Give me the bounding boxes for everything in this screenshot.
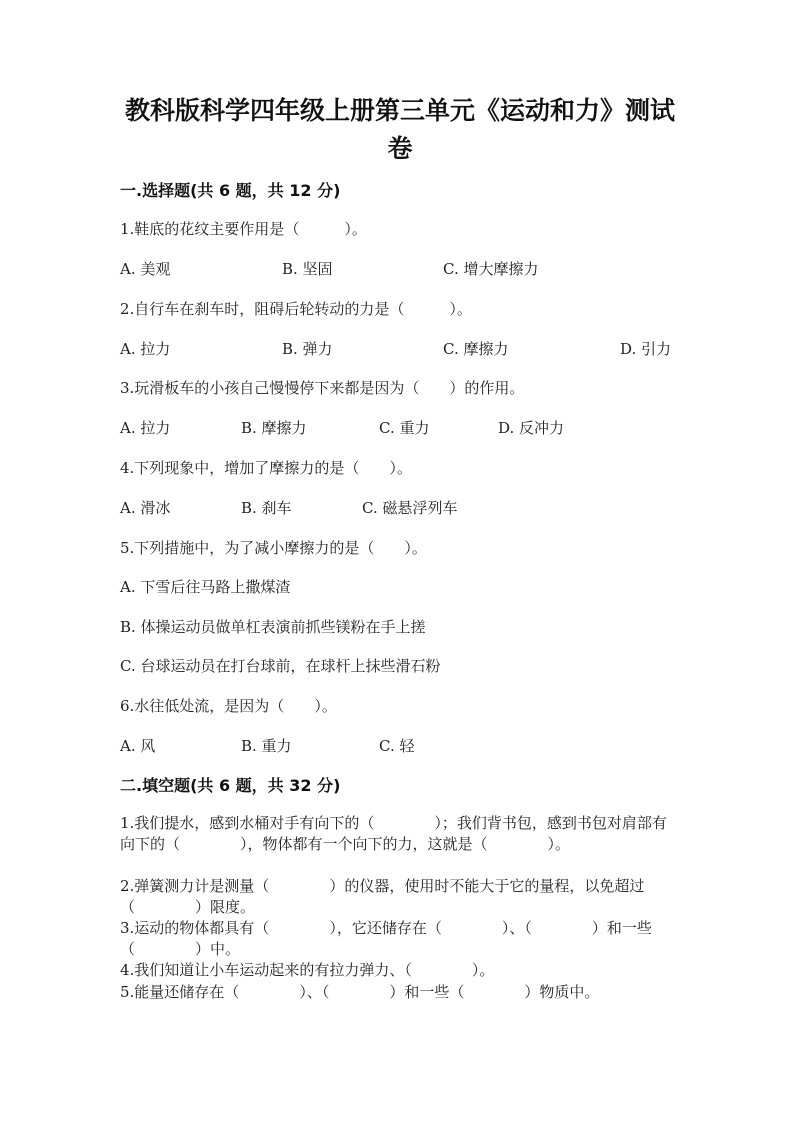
q4-option-b: B. 刹车 — [241, 499, 292, 517]
fill-question-1: 1.我们提水，感到水桶对手有向下的（ ）；我们背书包，感到书包对肩部有向下的（ ），物体都有一个向下的力，这就是（ ）。 — [120, 814, 667, 853]
q3-option-d: D. 反冲力 — [498, 419, 565, 437]
section-fill-heading: 二.填空题(共 6 题，共 32 分) — [120, 776, 341, 795]
q1-option-a: A. 美观 — [120, 260, 171, 278]
q3-option-a: A. 拉力 — [120, 419, 171, 437]
fill-question-4: 4.我们知道让小车运动起来的有拉力弹力、（ ）。 — [120, 961, 495, 979]
section-choice-heading: 一.选择题(共 6 题，共 12 分) — [120, 181, 341, 200]
q6-option-c: C. 轻 — [379, 737, 415, 755]
q5-option-a: A. 下雪后往马路上撒煤渣 — [120, 578, 291, 596]
q5-option-c: C. 台球运动员在打台球前，在球杆上抹些滑石粉 — [120, 657, 441, 675]
title-line-1: 教科版科学四年级上册第三单元《运动和力》测试 — [124, 96, 675, 125]
q5-option-b: B. 体操运动员做单杠表演前抓些镁粉在手上搓 — [120, 618, 426, 636]
question-1: 1.鞋底的花纹主要作用是（ ）。 — [120, 220, 367, 238]
q2-option-b: B. 弹力 — [282, 340, 333, 358]
q3-option-c: C. 重力 — [379, 419, 430, 437]
q1-option-b: B. 坚固 — [282, 260, 333, 278]
question-6: 6.水往低处流，是因为（ ）。 — [120, 697, 337, 715]
fill-question-5: 5.能量还储存在（ ）、（ ）和一些（ ）物质中。 — [120, 983, 600, 1001]
question-3: 3.玩滑板车的小孩自己慢慢停下来都是因为（ ）的作用。 — [120, 379, 525, 397]
q1-option-c: C. 增大摩擦力 — [443, 260, 539, 278]
q6-option-b: B. 重力 — [241, 737, 292, 755]
question-4: 4.下列现象中，增加了摩擦力的是（ ）。 — [120, 459, 412, 477]
q2-option-a: A. 拉力 — [120, 340, 171, 358]
q2-option-d: D. 引力 — [620, 340, 672, 358]
q2-option-c: C. 摩擦力 — [443, 340, 509, 358]
q4-option-a: A. 滑冰 — [120, 499, 171, 517]
q6-option-a: A. 风 — [120, 737, 156, 755]
title-line-2: 卷 — [387, 134, 413, 163]
q4-option-c: C. 磁悬浮列车 — [362, 499, 458, 517]
q3-option-b: B. 摩擦力 — [241, 419, 307, 437]
fill-question-2: 2.弹簧测力计是测量（ ）的仪器，使用时不能大于它的量程，以免超过（ ）限度。 — [120, 877, 645, 916]
fill-question-3: 3.运动的物体都具有（ ），它还储存在（ ）、（ ）和一些（ ）中。 — [120, 919, 652, 958]
question-2: 2.自行车在刹车时，阻碍后轮转动的力是（ ）。 — [120, 300, 472, 318]
exam-title — [100, 92, 700, 168]
question-5: 5.下列措施中，为了减小摩擦力的是（ ）。 — [120, 539, 427, 557]
